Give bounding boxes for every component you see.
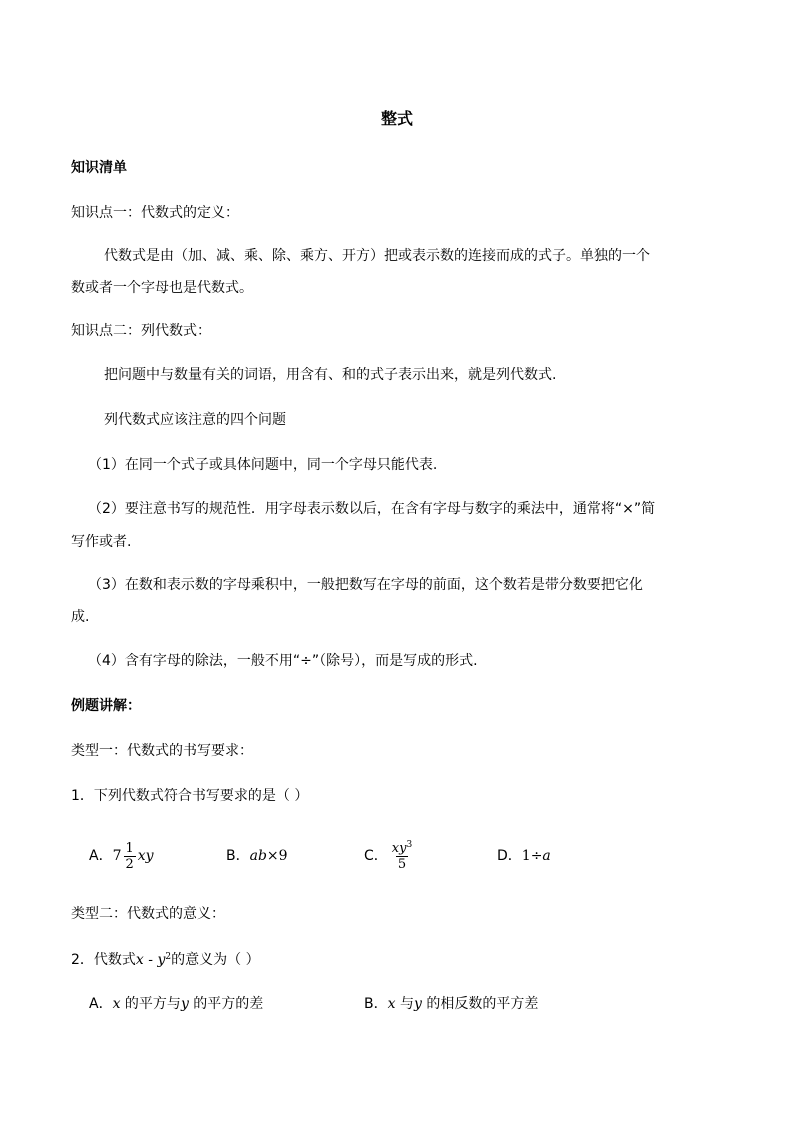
type-1-heading: 类型一：代数式的书写要求： — [71, 743, 253, 759]
option-a-whole: 7 — [112, 848, 122, 864]
option-c-label: C． — [364, 848, 388, 864]
section-heading-examples: 例题讲解： — [71, 698, 141, 714]
option-d-variable: a — [542, 848, 551, 864]
question-2-suffix: 的意义为（ ） — [171, 952, 260, 968]
question-1-option-d — [497, 846, 551, 866]
option-a-fraction — [124, 841, 136, 872]
q2-option-b-x: x — [387, 996, 396, 1012]
knowledge-point-2-subheading: 列代数式应该注意的四个问题 — [104, 412, 286, 428]
knowledge-point-2-heading: 知识点二：列代数式： — [71, 323, 211, 339]
q2-option-a-post: 的平方的差 — [188, 996, 264, 1012]
rule-item-2-line-2: 写作或者. — [71, 534, 132, 550]
knowledge-point-2-body: 把问题中与数量有关的词语，用含有、和的式子表示出来，就是列代数式. — [104, 367, 557, 383]
q2-option-b-label: B． — [364, 996, 388, 1012]
type-2-heading: 类型二：代数式的意义： — [71, 906, 225, 922]
knowledge-point-1-body-line-2: 数或者一个字母也是代数式。 — [71, 280, 253, 296]
option-c-numerator — [390, 841, 414, 856]
rule-item-1: （1）在同一个式子或具体问题中，同一个字母只能代表. — [88, 457, 438, 473]
page-title: 整式 — [380, 109, 413, 128]
section-heading-knowledge: 知识清单 — [71, 160, 127, 176]
question-2-expr-minus: - — [143, 952, 158, 968]
question-2-prefix: 2．代数式 — [71, 952, 136, 968]
question-2-expr-exponent: 2 — [165, 952, 172, 962]
question-1-option-a — [89, 836, 154, 876]
option-b-label: B． — [226, 848, 250, 864]
q2-option-a-y: y — [180, 996, 189, 1012]
question-2-expr-x: x — [135, 952, 144, 968]
option-d-label: D． — [497, 848, 522, 864]
option-c-numerator-var: xy — [391, 840, 407, 856]
question-2-expr-y: y — [157, 952, 166, 968]
rule-item-3-line-2: 成. — [71, 609, 90, 625]
option-a-variable: xy — [137, 848, 154, 864]
option-a-label: A． — [89, 848, 113, 864]
question-2-option-b — [364, 994, 538, 1014]
option-b-rest: ×9 — [266, 848, 288, 864]
option-b-variable: ab — [249, 848, 267, 864]
option-a-numerator: 1 — [125, 840, 134, 856]
question-2-option-a — [89, 994, 263, 1014]
option-c-fraction — [390, 841, 414, 872]
option-a-denominator: 2 — [125, 856, 134, 872]
q2-option-a-x: x — [112, 996, 121, 1012]
question-1-option-b — [226, 846, 288, 866]
rule-item-4: （4）含有字母的除法，一般不用“÷”（除号），而是写成的形式. — [88, 653, 478, 669]
question-2 — [71, 950, 260, 970]
question-1-option-c — [364, 834, 416, 878]
knowledge-point-1-heading: 知识点一：代数式的定义： — [71, 205, 239, 221]
rule-item-2-line-1: （2）要注意书写的规范性．用字母表示数以后，在含有字母与数字的乘法中，通常将“×”简 — [88, 501, 656, 517]
q2-option-b-y: y — [413, 996, 422, 1012]
q2-option-b-mid: 与 — [395, 996, 414, 1012]
q2-option-a-label: A． — [89, 996, 113, 1012]
option-c-denominator: 5 — [397, 856, 407, 872]
rule-item-3-line-1: （3）在数和表示数的字母乘积中，一般把数写在字母的前面，这个数若是带分数要把它化 — [88, 577, 643, 593]
q2-option-a-mid: 的平方与 — [120, 996, 181, 1012]
question-1: 1．下列代数式符合书写要求的是（ ） — [71, 788, 309, 804]
option-c-numerator-exponent: 3 — [406, 839, 413, 850]
option-d-number: 1÷ — [521, 848, 543, 864]
q2-option-b-post: 的相反数的平方差 — [421, 996, 539, 1012]
knowledge-point-1-body-line-1: 代数式是由（加、减、乘、除、乘方、开方）把或表示数的连接而成的式子。单独的一个 — [104, 248, 650, 264]
